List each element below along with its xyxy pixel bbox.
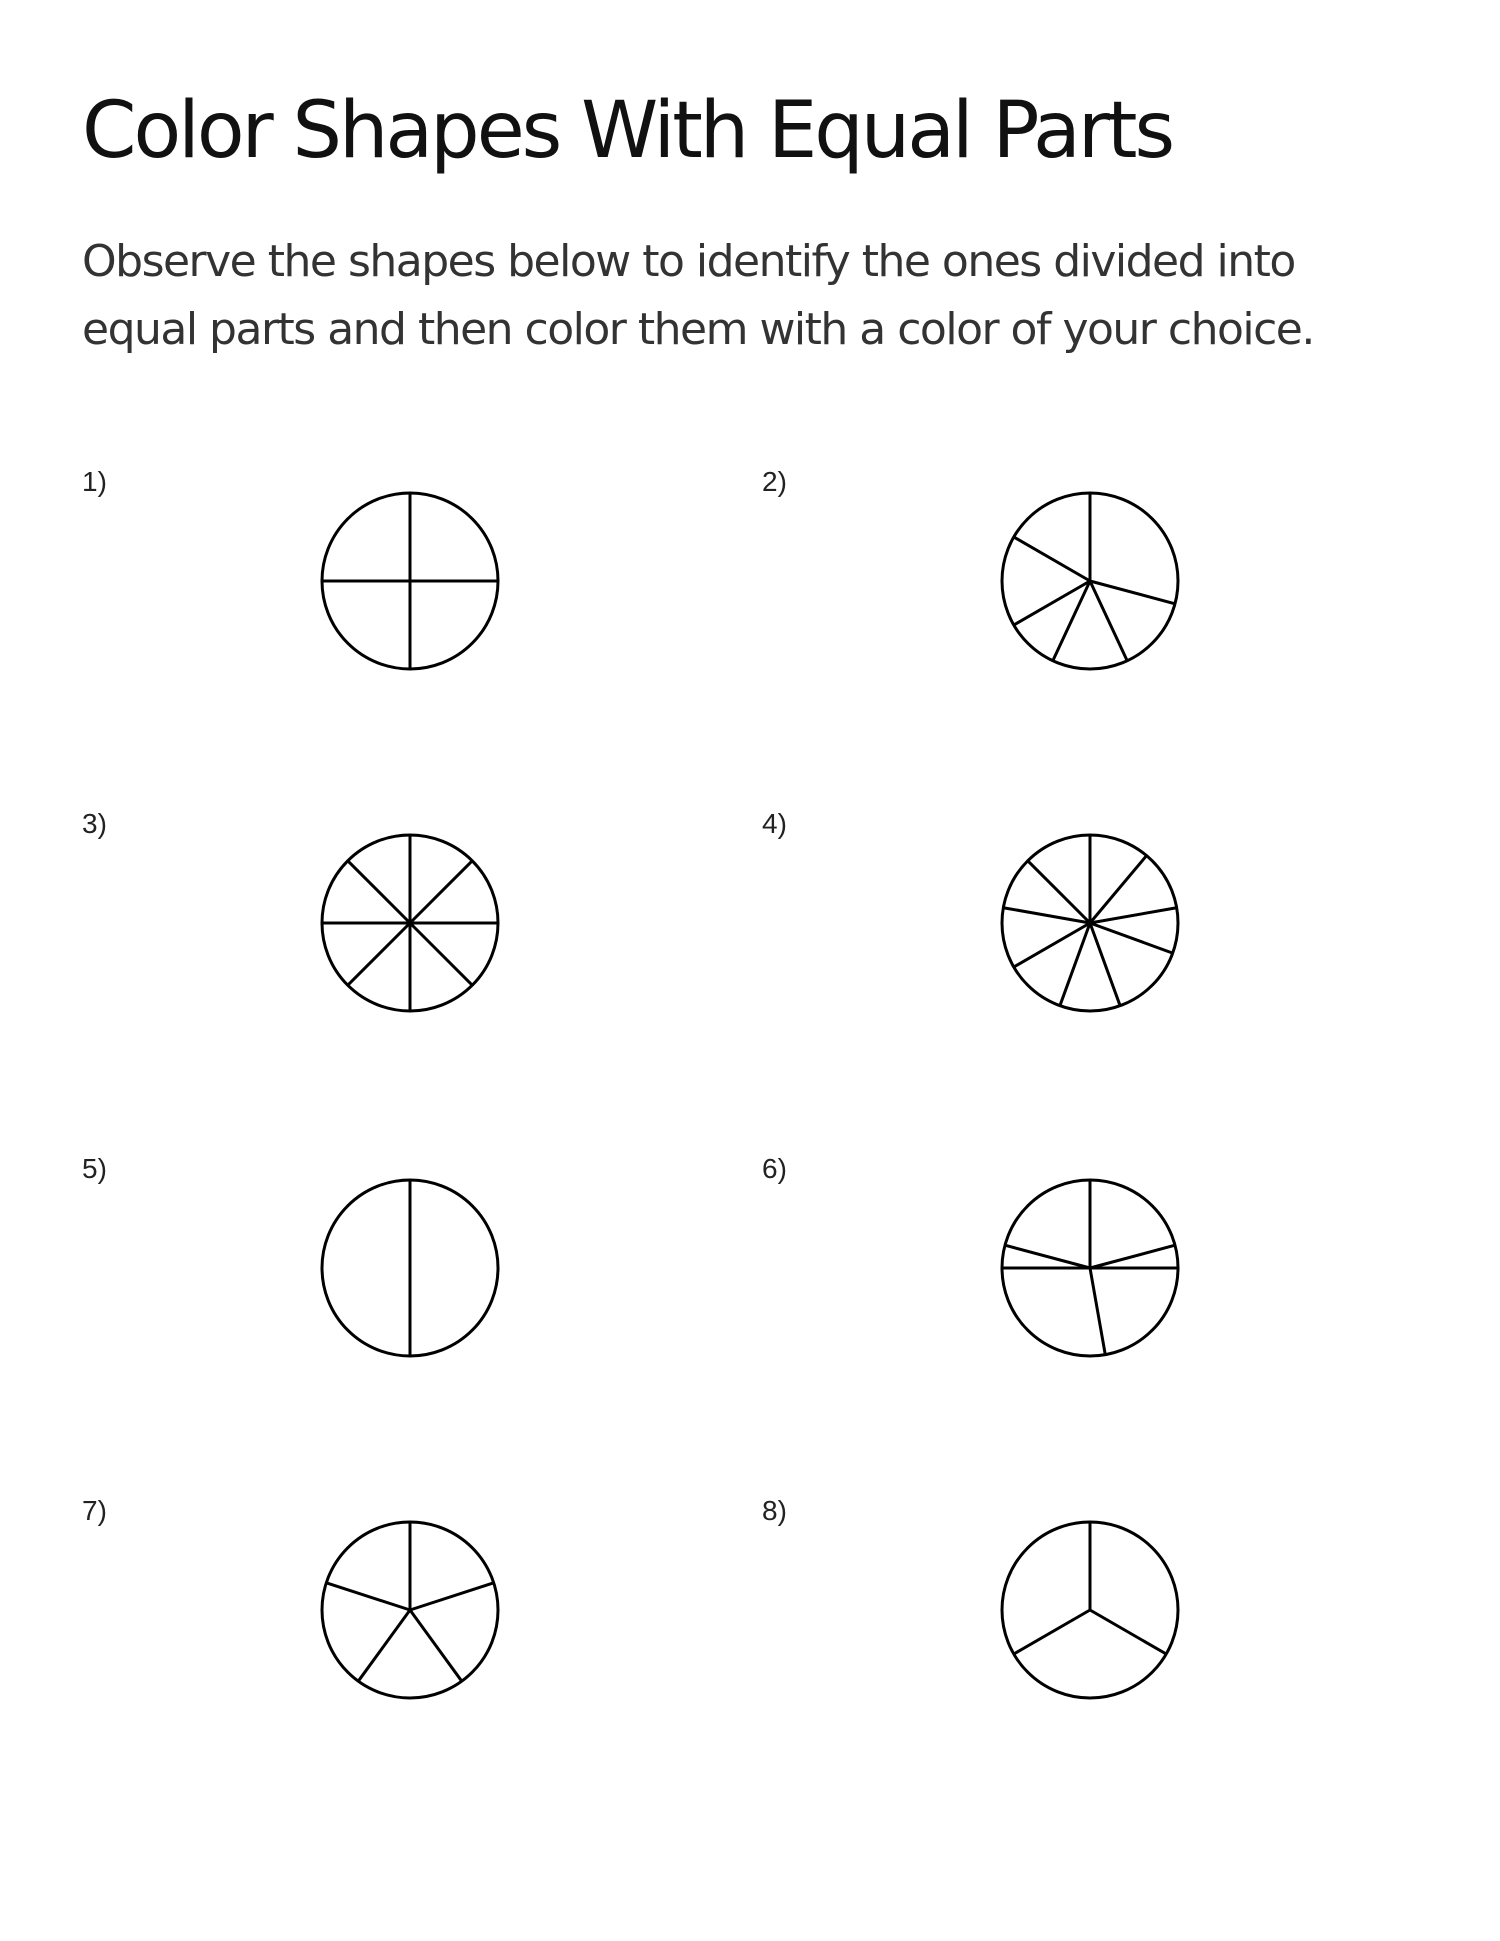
problem-label-8: 8) xyxy=(762,1495,787,1526)
problem-label-2: 2) xyxy=(762,466,787,497)
divider-line xyxy=(410,1583,494,1610)
divider-line xyxy=(1014,537,1090,581)
circle-outline xyxy=(1002,1522,1178,1698)
circle-outline xyxy=(322,835,498,1011)
circle-outline xyxy=(1002,493,1178,669)
shape-7 xyxy=(322,1522,498,1698)
circle-outline xyxy=(322,1522,498,1698)
divider-line xyxy=(1090,581,1127,661)
instructions-text: Observe the shapes below to identify the ones divided into equal parts and then color them with a color of your choice. xyxy=(82,236,1314,355)
shape-6 xyxy=(1002,1180,1178,1356)
divider-line xyxy=(1090,1610,1166,1654)
circle-outline xyxy=(1002,1180,1178,1356)
divider-line xyxy=(1090,1245,1175,1268)
divider-line xyxy=(348,923,410,985)
divider-line xyxy=(1003,908,1090,923)
problem-label-6: 6) xyxy=(762,1153,787,1184)
shape-3 xyxy=(322,835,498,1011)
problem-label-5: 5) xyxy=(82,1153,107,1184)
divider-line xyxy=(1014,581,1090,625)
divider-line xyxy=(1014,923,1090,967)
divider-line xyxy=(1014,1610,1090,1654)
divider-line xyxy=(1090,923,1173,953)
divider-line xyxy=(1028,861,1090,923)
problem-label-1: 1) xyxy=(82,466,107,497)
problem-label-4: 4) xyxy=(762,808,787,839)
divider-line xyxy=(1005,1245,1090,1268)
divider-line xyxy=(410,923,472,985)
problem-label-3: 3) xyxy=(82,808,107,839)
shape-8 xyxy=(1002,1522,1178,1698)
divider-line xyxy=(1090,856,1147,923)
divider-line xyxy=(410,1610,462,1681)
shape-1 xyxy=(322,493,498,669)
divider-line xyxy=(1090,1268,1105,1355)
shape-2 xyxy=(1002,493,1178,669)
page-title: Color Shapes With Equal Parts xyxy=(82,86,1173,176)
divider-line xyxy=(1090,923,1120,1006)
divider-line xyxy=(1090,581,1175,604)
divider-line xyxy=(1060,923,1090,1006)
divider-line xyxy=(326,1583,410,1610)
divider-line xyxy=(410,861,472,923)
shape-5 xyxy=(322,1180,498,1356)
shape-4 xyxy=(1002,835,1178,1011)
divider-line xyxy=(1053,581,1090,661)
problem-label-7: 7) xyxy=(82,1495,107,1526)
divider-line xyxy=(1090,908,1177,923)
circle-outline xyxy=(322,493,498,669)
circle-outline xyxy=(322,1180,498,1356)
divider-line xyxy=(358,1610,410,1681)
circle-outline xyxy=(1002,835,1178,1011)
divider-line xyxy=(348,861,410,923)
